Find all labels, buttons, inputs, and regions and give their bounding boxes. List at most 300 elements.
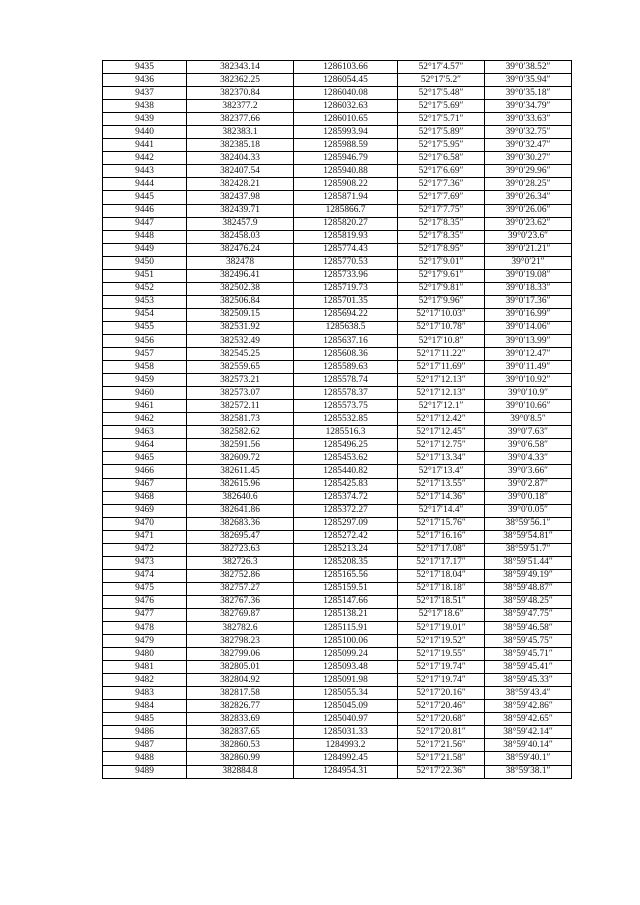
longitude-cell: 39°0′26.34″ bbox=[485, 191, 572, 204]
latitude-cell: 52°17′12.45″ bbox=[398, 426, 485, 439]
y-coordinate-cell: 1285719.73 bbox=[294, 282, 398, 295]
y-coordinate-cell: 1285115.91 bbox=[294, 622, 398, 635]
y-coordinate-cell: 1285946.79 bbox=[294, 152, 398, 165]
point-number-cell: 9458 bbox=[103, 361, 187, 374]
table-row bbox=[103, 217, 572, 230]
point-number-cell: 9452 bbox=[103, 282, 187, 295]
point-number-cell: 9489 bbox=[103, 765, 187, 778]
x-coordinate-cell: 382383.1 bbox=[187, 126, 294, 139]
table-row bbox=[103, 504, 572, 517]
point-number-cell: 9482 bbox=[103, 674, 187, 687]
x-coordinate-cell: 382377.2 bbox=[187, 100, 294, 113]
point-number-cell: 9487 bbox=[103, 739, 187, 752]
y-coordinate-cell: 1285733.96 bbox=[294, 269, 398, 282]
longitude-cell: 39°0′7.63″ bbox=[485, 426, 572, 439]
latitude-cell: 52°17′13.34″ bbox=[398, 452, 485, 465]
y-coordinate-cell: 1285138.21 bbox=[294, 608, 398, 621]
table-row bbox=[103, 361, 572, 374]
point-number-cell: 9454 bbox=[103, 308, 187, 321]
y-coordinate-cell: 1285638.5 bbox=[294, 321, 398, 334]
table-row bbox=[103, 165, 572, 178]
x-coordinate-cell: 382769.87 bbox=[187, 608, 294, 621]
x-coordinate-cell: 382581.73 bbox=[187, 413, 294, 426]
y-coordinate-cell: 1285213.24 bbox=[294, 543, 398, 556]
x-coordinate-cell: 382362.25 bbox=[187, 74, 294, 87]
y-coordinate-cell: 1285159.51 bbox=[294, 582, 398, 595]
table-row bbox=[103, 61, 572, 74]
latitude-cell: 52°17′8.95″ bbox=[398, 243, 485, 256]
latitude-cell: 52°17′18.51″ bbox=[398, 595, 485, 608]
longitude-cell: 39°0′30.27″ bbox=[485, 152, 572, 165]
longitude-cell: 38°59′45.71″ bbox=[485, 648, 572, 661]
y-coordinate-cell: 1285589.63 bbox=[294, 361, 398, 374]
y-coordinate-cell: 1285425.83 bbox=[294, 478, 398, 491]
latitude-cell: 52°17′17.08″ bbox=[398, 543, 485, 556]
table-row bbox=[103, 530, 572, 543]
table-row bbox=[103, 661, 572, 674]
latitude-cell: 52°17′20.46″ bbox=[398, 700, 485, 713]
longitude-cell: 38°59′48.87″ bbox=[485, 582, 572, 595]
y-coordinate-cell: 1285908.22 bbox=[294, 178, 398, 191]
longitude-cell: 38°59′46.58″ bbox=[485, 622, 572, 635]
x-coordinate-cell: 382428.21 bbox=[187, 178, 294, 191]
y-coordinate-cell: 1285578.37 bbox=[294, 387, 398, 400]
y-coordinate-cell: 1285165.56 bbox=[294, 569, 398, 582]
longitude-cell: 38°59′54.81″ bbox=[485, 530, 572, 543]
latitude-cell: 52°17′10.8″ bbox=[398, 334, 485, 347]
longitude-cell: 38°59′56.1″ bbox=[485, 517, 572, 530]
longitude-cell: 39°0′0.18″ bbox=[485, 491, 572, 504]
y-coordinate-cell: 1285100.06 bbox=[294, 635, 398, 648]
table-row bbox=[103, 204, 572, 217]
table-row bbox=[103, 178, 572, 191]
x-coordinate-cell: 382752.86 bbox=[187, 569, 294, 582]
table-row bbox=[103, 491, 572, 504]
longitude-cell: 38°59′40.1″ bbox=[485, 752, 572, 765]
longitude-cell: 39°0′35.94″ bbox=[485, 74, 572, 87]
latitude-cell: 52°17′10.03″ bbox=[398, 308, 485, 321]
x-coordinate-cell: 382767.36 bbox=[187, 595, 294, 608]
x-coordinate-cell: 382723.63 bbox=[187, 543, 294, 556]
table-row bbox=[103, 426, 572, 439]
latitude-cell: 52°17′12.1″ bbox=[398, 400, 485, 413]
x-coordinate-cell: 382572.11 bbox=[187, 400, 294, 413]
latitude-cell: 52°17′13.4″ bbox=[398, 465, 485, 478]
table-row bbox=[103, 126, 572, 139]
longitude-cell: 39°0′38.52″ bbox=[485, 61, 572, 74]
longitude-cell: 38°59′45.41″ bbox=[485, 661, 572, 674]
point-number-cell: 9457 bbox=[103, 348, 187, 361]
point-number-cell: 9473 bbox=[103, 556, 187, 569]
y-coordinate-cell: 1285091.98 bbox=[294, 674, 398, 687]
x-coordinate-cell: 382496.41 bbox=[187, 269, 294, 282]
x-coordinate-cell: 382545.25 bbox=[187, 348, 294, 361]
point-number-cell: 9438 bbox=[103, 100, 187, 113]
y-coordinate-cell: 1285608.36 bbox=[294, 348, 398, 361]
y-coordinate-cell: 1285988.59 bbox=[294, 139, 398, 152]
y-coordinate-cell: 1285637.16 bbox=[294, 334, 398, 347]
table-row bbox=[103, 334, 572, 347]
x-coordinate-cell: 382837.65 bbox=[187, 726, 294, 739]
table-row bbox=[103, 726, 572, 739]
x-coordinate-cell: 382833.69 bbox=[187, 713, 294, 726]
y-coordinate-cell: 1285040.97 bbox=[294, 713, 398, 726]
y-coordinate-cell: 1285770.53 bbox=[294, 256, 398, 269]
latitude-cell: 52°17′21.56″ bbox=[398, 739, 485, 752]
table-row bbox=[103, 139, 572, 152]
y-coordinate-cell: 1285578.74 bbox=[294, 374, 398, 387]
point-number-cell: 9453 bbox=[103, 295, 187, 308]
point-number-cell: 9441 bbox=[103, 139, 187, 152]
point-number-cell: 9480 bbox=[103, 648, 187, 661]
x-coordinate-cell: 382573.07 bbox=[187, 387, 294, 400]
latitude-cell: 52°17′18.6″ bbox=[398, 608, 485, 621]
table-row bbox=[103, 478, 572, 491]
point-number-cell: 9474 bbox=[103, 569, 187, 582]
point-number-cell: 9448 bbox=[103, 230, 187, 243]
point-number-cell: 9468 bbox=[103, 491, 187, 504]
latitude-cell: 52°17′11.22″ bbox=[398, 348, 485, 361]
y-coordinate-cell: 1284992.45 bbox=[294, 752, 398, 765]
point-number-cell: 9479 bbox=[103, 635, 187, 648]
x-coordinate-cell: 382884.8 bbox=[187, 765, 294, 778]
y-coordinate-cell: 1285993.94 bbox=[294, 126, 398, 139]
point-number-cell: 9462 bbox=[103, 413, 187, 426]
longitude-cell: 38°59′48.25″ bbox=[485, 595, 572, 608]
table-row bbox=[103, 752, 572, 765]
latitude-cell: 52°17′17.17″ bbox=[398, 556, 485, 569]
longitude-cell: 39°0′32.47″ bbox=[485, 139, 572, 152]
coordinates-table bbox=[102, 60, 572, 779]
latitude-cell: 52°17′15.76″ bbox=[398, 517, 485, 530]
longitude-cell: 39°0′6.58″ bbox=[485, 439, 572, 452]
longitude-cell: 39°0′10.9″ bbox=[485, 387, 572, 400]
point-number-cell: 9483 bbox=[103, 687, 187, 700]
longitude-cell: 39°0′29.96″ bbox=[485, 165, 572, 178]
table-row bbox=[103, 387, 572, 400]
y-coordinate-cell: 1285440.82 bbox=[294, 465, 398, 478]
latitude-cell: 52°17′12.13″ bbox=[398, 374, 485, 387]
y-coordinate-cell: 1285940.88 bbox=[294, 165, 398, 178]
x-coordinate-cell: 382573.21 bbox=[187, 374, 294, 387]
longitude-cell: 39°0′4.33″ bbox=[485, 452, 572, 465]
latitude-cell: 52°17′6.69″ bbox=[398, 165, 485, 178]
latitude-cell: 52°17′19.55″ bbox=[398, 648, 485, 661]
point-number-cell: 9465 bbox=[103, 452, 187, 465]
latitude-cell: 52°17′10.78″ bbox=[398, 321, 485, 334]
y-coordinate-cell: 1286032.63 bbox=[294, 100, 398, 113]
latitude-cell: 52°17′13.55″ bbox=[398, 478, 485, 491]
longitude-cell: 39°0′0.05″ bbox=[485, 504, 572, 517]
table-row bbox=[103, 400, 572, 413]
point-number-cell: 9446 bbox=[103, 204, 187, 217]
latitude-cell: 52°17′12.42″ bbox=[398, 413, 485, 426]
coordinates-table-body bbox=[103, 61, 572, 779]
table-row bbox=[103, 556, 572, 569]
latitude-cell: 52°17′6.58″ bbox=[398, 152, 485, 165]
x-coordinate-cell: 382817.58 bbox=[187, 687, 294, 700]
table-row bbox=[103, 635, 572, 648]
x-coordinate-cell: 382502.38 bbox=[187, 282, 294, 295]
latitude-cell: 52°17′19.01″ bbox=[398, 622, 485, 635]
y-coordinate-cell: 1285866.7 bbox=[294, 204, 398, 217]
point-number-cell: 9436 bbox=[103, 74, 187, 87]
x-coordinate-cell: 382559.65 bbox=[187, 361, 294, 374]
longitude-cell: 39°0′10.92″ bbox=[485, 374, 572, 387]
point-number-cell: 9447 bbox=[103, 217, 187, 230]
point-number-cell: 9486 bbox=[103, 726, 187, 739]
point-number-cell: 9443 bbox=[103, 165, 187, 178]
point-number-cell: 9477 bbox=[103, 608, 187, 621]
table-row bbox=[103, 569, 572, 582]
table-row bbox=[103, 243, 572, 256]
table-row bbox=[103, 321, 572, 334]
point-number-cell: 9467 bbox=[103, 478, 187, 491]
y-coordinate-cell: 1285099.24 bbox=[294, 648, 398, 661]
x-coordinate-cell: 382640.6 bbox=[187, 491, 294, 504]
point-number-cell: 9471 bbox=[103, 530, 187, 543]
longitude-cell: 39°0′12.47″ bbox=[485, 348, 572, 361]
y-coordinate-cell: 1286103.66 bbox=[294, 61, 398, 74]
point-number-cell: 9476 bbox=[103, 595, 187, 608]
point-number-cell: 9485 bbox=[103, 713, 187, 726]
longitude-cell: 38°59′45.33″ bbox=[485, 674, 572, 687]
latitude-cell: 52°17′19.74″ bbox=[398, 661, 485, 674]
table-row bbox=[103, 543, 572, 556]
x-coordinate-cell: 382476.24 bbox=[187, 243, 294, 256]
latitude-cell: 52°17′21.58″ bbox=[398, 752, 485, 765]
latitude-cell: 52°17′5.89″ bbox=[398, 126, 485, 139]
latitude-cell: 52°17′7.69″ bbox=[398, 191, 485, 204]
latitude-cell: 52°17′7.75″ bbox=[398, 204, 485, 217]
y-coordinate-cell: 1285045.09 bbox=[294, 700, 398, 713]
table-row bbox=[103, 648, 572, 661]
y-coordinate-cell: 1285701.35 bbox=[294, 295, 398, 308]
point-number-cell: 9440 bbox=[103, 126, 187, 139]
x-coordinate-cell: 382860.53 bbox=[187, 739, 294, 752]
longitude-cell: 38°59′51.44″ bbox=[485, 556, 572, 569]
longitude-cell: 39°0′21″ bbox=[485, 256, 572, 269]
table-row bbox=[103, 452, 572, 465]
y-coordinate-cell: 1285496.25 bbox=[294, 439, 398, 452]
table-row bbox=[103, 282, 572, 295]
table-row bbox=[103, 74, 572, 87]
point-number-cell: 9488 bbox=[103, 752, 187, 765]
latitude-cell: 52°17′5.2″ bbox=[398, 74, 485, 87]
table-row bbox=[103, 608, 572, 621]
point-number-cell: 9472 bbox=[103, 543, 187, 556]
point-number-cell: 9481 bbox=[103, 661, 187, 674]
longitude-cell: 39°0′28.25″ bbox=[485, 178, 572, 191]
x-coordinate-cell: 382370.84 bbox=[187, 87, 294, 100]
table-row bbox=[103, 517, 572, 530]
x-coordinate-cell: 382509.15 bbox=[187, 308, 294, 321]
latitude-cell: 52°17′16.16″ bbox=[398, 530, 485, 543]
table-row bbox=[103, 465, 572, 478]
point-number-cell: 9478 bbox=[103, 622, 187, 635]
latitude-cell: 52°17′5.48″ bbox=[398, 87, 485, 100]
longitude-cell: 39°0′3.66″ bbox=[485, 465, 572, 478]
longitude-cell: 39°0′18.33″ bbox=[485, 282, 572, 295]
latitude-cell: 52°17′5.71″ bbox=[398, 113, 485, 126]
latitude-cell: 52°17′5.95″ bbox=[398, 139, 485, 152]
latitude-cell: 52°17′9.96″ bbox=[398, 295, 485, 308]
latitude-cell: 52°17′5.69″ bbox=[398, 100, 485, 113]
x-coordinate-cell: 382582.62 bbox=[187, 426, 294, 439]
y-coordinate-cell: 1285147.66 bbox=[294, 595, 398, 608]
y-coordinate-cell: 1285093.48 bbox=[294, 661, 398, 674]
y-coordinate-cell: 1285516.3 bbox=[294, 426, 398, 439]
point-number-cell: 9463 bbox=[103, 426, 187, 439]
longitude-cell: 39°0′8.5″ bbox=[485, 413, 572, 426]
longitude-cell: 39°0′2.87″ bbox=[485, 478, 572, 491]
point-number-cell: 9442 bbox=[103, 152, 187, 165]
longitude-cell: 39°0′19.08″ bbox=[485, 269, 572, 282]
y-coordinate-cell: 1286054.45 bbox=[294, 74, 398, 87]
x-coordinate-cell: 382343.14 bbox=[187, 61, 294, 74]
x-coordinate-cell: 382591.56 bbox=[187, 439, 294, 452]
point-number-cell: 9484 bbox=[103, 700, 187, 713]
longitude-cell: 39°0′11.49″ bbox=[485, 361, 572, 374]
longitude-cell: 38°59′42.65″ bbox=[485, 713, 572, 726]
point-number-cell: 9455 bbox=[103, 321, 187, 334]
y-coordinate-cell: 1285820.27 bbox=[294, 217, 398, 230]
x-coordinate-cell: 382531.92 bbox=[187, 321, 294, 334]
y-coordinate-cell: 1285694.22 bbox=[294, 308, 398, 321]
y-coordinate-cell: 1284993.2 bbox=[294, 739, 398, 752]
latitude-cell: 52°17′14.4″ bbox=[398, 504, 485, 517]
latitude-cell: 52°17′20.68″ bbox=[398, 713, 485, 726]
table-row bbox=[103, 413, 572, 426]
x-coordinate-cell: 382532.49 bbox=[187, 334, 294, 347]
y-coordinate-cell: 1286010.65 bbox=[294, 113, 398, 126]
y-coordinate-cell: 1285819.93 bbox=[294, 230, 398, 243]
x-coordinate-cell: 382798.23 bbox=[187, 635, 294, 648]
longitude-cell: 39°0′32.75″ bbox=[485, 126, 572, 139]
table-row bbox=[103, 100, 572, 113]
latitude-cell: 52°17′8.35″ bbox=[398, 230, 485, 243]
x-coordinate-cell: 382805.01 bbox=[187, 661, 294, 674]
longitude-cell: 38°59′47.75″ bbox=[485, 608, 572, 621]
longitude-cell: 38°59′42.14″ bbox=[485, 726, 572, 739]
latitude-cell: 52°17′9.61″ bbox=[398, 269, 485, 282]
point-number-cell: 9466 bbox=[103, 465, 187, 478]
x-coordinate-cell: 382385.18 bbox=[187, 139, 294, 152]
table-row bbox=[103, 595, 572, 608]
x-coordinate-cell: 382457.9 bbox=[187, 217, 294, 230]
latitude-cell: 52°17′18.04″ bbox=[398, 569, 485, 582]
latitude-cell: 52°17′19.74″ bbox=[398, 674, 485, 687]
point-number-cell: 9461 bbox=[103, 400, 187, 413]
latitude-cell: 52°17′20.81″ bbox=[398, 726, 485, 739]
table-row bbox=[103, 687, 572, 700]
x-coordinate-cell: 382799.06 bbox=[187, 648, 294, 661]
longitude-cell: 39°0′33.63″ bbox=[485, 113, 572, 126]
table-row bbox=[103, 582, 572, 595]
longitude-cell: 38°59′42.86″ bbox=[485, 700, 572, 713]
latitude-cell: 52°17′12.13″ bbox=[398, 387, 485, 400]
x-coordinate-cell: 382615.96 bbox=[187, 478, 294, 491]
latitude-cell: 52°17′22.36″ bbox=[398, 765, 485, 778]
longitude-cell: 39°0′14.06″ bbox=[485, 321, 572, 334]
point-number-cell: 9439 bbox=[103, 113, 187, 126]
longitude-cell: 38°59′38.1″ bbox=[485, 765, 572, 778]
table-row bbox=[103, 765, 572, 778]
y-coordinate-cell: 1285453.62 bbox=[294, 452, 398, 465]
table-row bbox=[103, 374, 572, 387]
x-coordinate-cell: 382439.71 bbox=[187, 204, 294, 217]
latitude-cell: 52°17′12.75″ bbox=[398, 439, 485, 452]
table-row bbox=[103, 87, 572, 100]
y-coordinate-cell: 1285031.33 bbox=[294, 726, 398, 739]
latitude-cell: 52°17′18.18″ bbox=[398, 582, 485, 595]
x-coordinate-cell: 382609.72 bbox=[187, 452, 294, 465]
x-coordinate-cell: 382506.84 bbox=[187, 295, 294, 308]
latitude-cell: 52°17′11.69″ bbox=[398, 361, 485, 374]
x-coordinate-cell: 382726.3 bbox=[187, 556, 294, 569]
point-number-cell: 9444 bbox=[103, 178, 187, 191]
latitude-cell: 52°17′20.16″ bbox=[398, 687, 485, 700]
table-row bbox=[103, 622, 572, 635]
x-coordinate-cell: 382757.27 bbox=[187, 582, 294, 595]
latitude-cell: 52°17′7.36″ bbox=[398, 178, 485, 191]
longitude-cell: 39°0′17.36″ bbox=[485, 295, 572, 308]
longitude-cell: 39°0′23.62″ bbox=[485, 217, 572, 230]
table-row bbox=[103, 674, 572, 687]
longitude-cell: 39°0′13.99″ bbox=[485, 334, 572, 347]
x-coordinate-cell: 382437.98 bbox=[187, 191, 294, 204]
x-coordinate-cell: 382478 bbox=[187, 256, 294, 269]
table-row bbox=[103, 713, 572, 726]
longitude-cell: 39°0′35.18″ bbox=[485, 87, 572, 100]
table-row bbox=[103, 439, 572, 452]
x-coordinate-cell: 382611.45 bbox=[187, 465, 294, 478]
y-coordinate-cell: 1286040.08 bbox=[294, 87, 398, 100]
table-row bbox=[103, 256, 572, 269]
y-coordinate-cell: 1285573.75 bbox=[294, 400, 398, 413]
y-coordinate-cell: 1285208.35 bbox=[294, 556, 398, 569]
point-number-cell: 9445 bbox=[103, 191, 187, 204]
table-row bbox=[103, 191, 572, 204]
longitude-cell: 39°0′10.66″ bbox=[485, 400, 572, 413]
point-number-cell: 9470 bbox=[103, 517, 187, 530]
point-number-cell: 9451 bbox=[103, 269, 187, 282]
y-coordinate-cell: 1284954.31 bbox=[294, 765, 398, 778]
table-row bbox=[103, 739, 572, 752]
longitude-cell: 38°59′45.75″ bbox=[485, 635, 572, 648]
x-coordinate-cell: 382407.54 bbox=[187, 165, 294, 178]
table-row bbox=[103, 295, 572, 308]
longitude-cell: 38°59′40.14″ bbox=[485, 739, 572, 752]
x-coordinate-cell: 382683.36 bbox=[187, 517, 294, 530]
y-coordinate-cell: 1285374.72 bbox=[294, 491, 398, 504]
longitude-cell: 38°59′49.19″ bbox=[485, 569, 572, 582]
longitude-cell: 39°0′34.79″ bbox=[485, 100, 572, 113]
y-coordinate-cell: 1285372.27 bbox=[294, 504, 398, 517]
table-row bbox=[103, 269, 572, 282]
point-number-cell: 9464 bbox=[103, 439, 187, 452]
point-number-cell: 9449 bbox=[103, 243, 187, 256]
x-coordinate-cell: 382641.86 bbox=[187, 504, 294, 517]
point-number-cell: 9456 bbox=[103, 334, 187, 347]
x-coordinate-cell: 382804.92 bbox=[187, 674, 294, 687]
table-row bbox=[103, 308, 572, 321]
table-row bbox=[103, 230, 572, 243]
latitude-cell: 52°17′19.52″ bbox=[398, 635, 485, 648]
latitude-cell: 52°17′9.81″ bbox=[398, 282, 485, 295]
y-coordinate-cell: 1285297.09 bbox=[294, 517, 398, 530]
longitude-cell: 38°59′51.7″ bbox=[485, 543, 572, 556]
